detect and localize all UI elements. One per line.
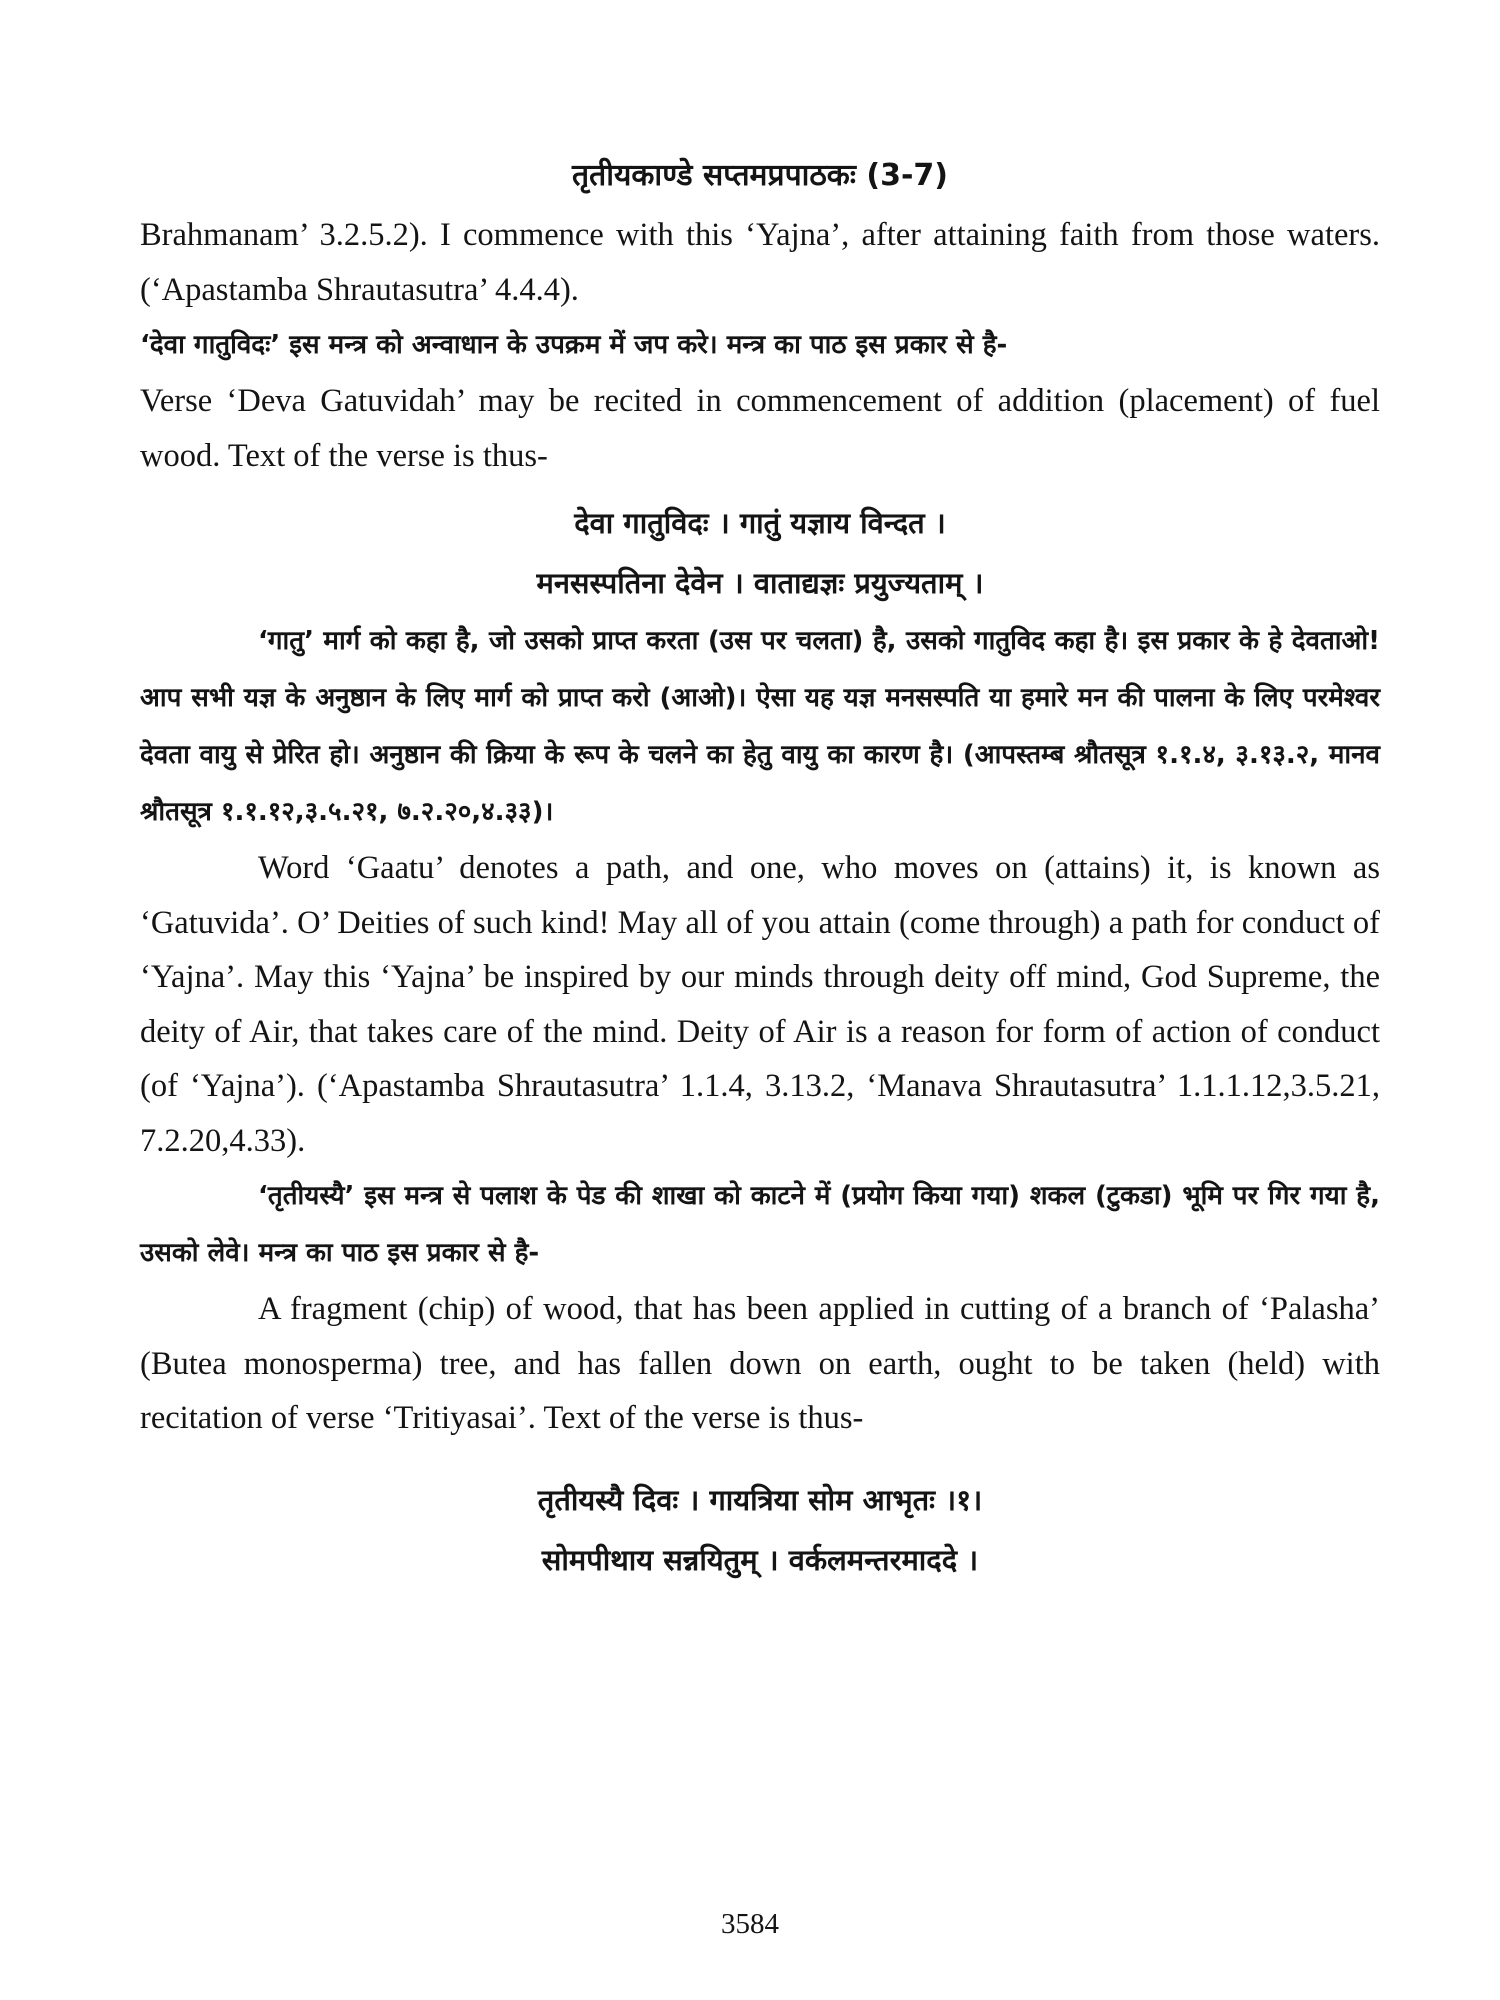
paragraph-hindi-1: ‘देवा गातुविदः’ इस मन्त्र को अन्वाधान के उपक्रम में जप करे। मन्त्र का पाठ इस प्रकार से है- — [140, 330, 1008, 360]
paragraph-english-3: Word ‘Gaatu’ denotes a path, and one, who moves on (attains) it, is known as ‘Gatuvida’. O’ Deities of such kind! May all of you attain (come through) a path for conduct of ‘Yajna’. May this ‘Yajna’ be inspired by our minds through deity off mind, God Supreme, the deity of Air, that takes care of the mind. Deity of Air is a reason for form of action of conduct (of ‘Yajna’). (‘Apastamba Shrautasutra’ 1.1.4, 3.13.2, ‘Manava Shrautasutra’ 1.1.1.12,3.5.21, 7.2.20,4.33). — [140, 850, 1380, 1159]
paragraph-english-4: A fragment (chip) of wood, that has been applied in cutting of a branch of ‘Palasha’ (Butea monosperma) tree, and has fallen down on earth, ought to be taken (held) with recitation of verse ‘Tritiyasai’. Text of the verse is thus- — [140, 1291, 1380, 1436]
verse-1-line-1: देवा गातुविदः । गातुं यज्ञाय विन्दत । — [574, 506, 946, 540]
paragraph-hindi-2: ‘गातु’ मार्ग को कहा है, जो उसको प्राप्त करता (उस पर चलता) है, उसको गातुविद कहा है। इस प्रकार के हे देवताओ! आप सभी यज्ञ के अनुष्ठान के लिए मार्ग को प्राप्त करो (आओ)। ऐसा यह यज्ञ मनसस्पति या हमारे मन की पालना के लिए परमेश्वर देवता वायु से प्रेरित हो। अनुष्ठान की क्रिया के रूप के चलने का हेतु वायु का कारण है। (आपस्तम्ब श्रौतसूत्र १.१.४, ३.१३.२, मानव श्रौतसूत्र १.१.१२,३.५.२१, ७.२.२०,४.३३)। — [140, 626, 1380, 827]
verse-block-1 — [140, 493, 1380, 613]
page-header: तृतीयकाण्डे सप्तमप्रपाठकः (3-7) — [572, 158, 948, 193]
page-number: 3584 — [721, 1908, 779, 1940]
paragraph-english-2: Verse ‘Deva Gatuvidah’ may be recited in commencement of addition (placement) of fuel wood. Text of the verse is thus- — [140, 383, 1380, 474]
verse-2-line-1: तृतीयस्यै दिवः । गायत्रिया सोम आभृतः ।१। — [537, 1482, 983, 1517]
verse-1-line-2: मनसस्पतिना देवेन । वाताद्यज्ञः प्रयुज्यताम् । — [536, 566, 984, 600]
page-content — [140, 150, 1380, 1590]
verse-2-line-2: सोमपीथाय सन्नयितुम् । वर्कलमन्तरमाददे । — [541, 1542, 979, 1577]
verse-block-2 — [140, 1470, 1380, 1590]
paragraph-hindi-3: ‘तृतीयस्यै’ इस मन्त्र से पलाश के पेड की शाखा को काटने में (प्रयोग किया गया) शकल (टुकडा) भूमि पर गिर गया है, उसको लेवे। मन्त्र का पाठ इस प्रकार से है- — [140, 1181, 1380, 1268]
paragraph-english-1: Brahmanam’ 3.2.5.2). I commence with this ‘Yajna’, after attaining faith from those waters. (‘Apastamba Shrautasutra’ 4.4.4). — [140, 217, 1380, 308]
